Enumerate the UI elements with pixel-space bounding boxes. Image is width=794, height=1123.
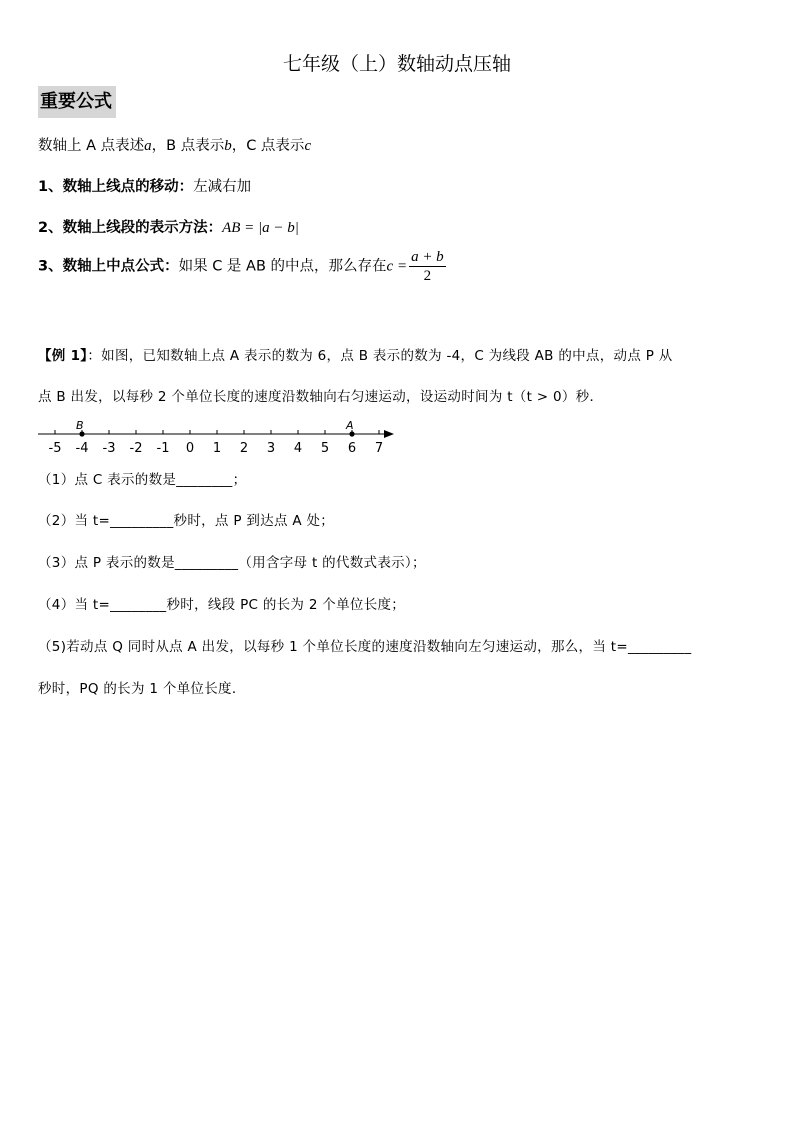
formula-1-label: 1、数轴上线点的移动： — [38, 179, 194, 195]
tick-label: 1 — [212, 441, 222, 456]
question-4: （4）当 t=________秒时，线段 PC 的长为 2 个单位长度； — [38, 597, 406, 613]
formula-2-expr: AB = |a − b| — [222, 220, 299, 236]
question-5-continued: 秒时，PQ 的长为 1 个单位长度． — [38, 681, 246, 697]
intro-text-3: ，C 点表示 — [231, 138, 305, 154]
axis-arrow — [384, 430, 394, 438]
example-line-2: 点 B 出发，以每秒 2 个单位长度的速度沿数轴向右匀速运动，设运动时间为 t（t > 0）秒． — [38, 389, 604, 405]
question-3: （3）点 P 表示的数是_________（用含字母 t 的代数式表示）； — [38, 555, 426, 571]
tick-label: -2 — [129, 441, 143, 456]
page-title: 七年级（上）数轴动点压轴 — [282, 53, 511, 75]
point-b-marker — [79, 431, 84, 436]
fraction-numerator: a + b — [411, 249, 444, 265]
formula-3 — [38, 248, 446, 285]
number-line — [30, 412, 410, 456]
tick-label: 5 — [320, 441, 330, 456]
tick-label: -4 — [75, 441, 89, 456]
formula-1-text: 左减右加 — [193, 179, 252, 195]
formula-2-label: 2、数轴上线段的表示方法： — [38, 220, 223, 236]
tick-label: -3 — [102, 441, 116, 456]
midpoint-fraction — [409, 248, 446, 285]
intro-line — [38, 134, 311, 155]
tick-label: -1 — [156, 441, 170, 456]
formula-3-label: 3、数轴上中点公式： — [38, 258, 179, 275]
var-a: a — [144, 138, 152, 154]
tick-label: 3 — [266, 441, 276, 456]
point-a-label: A — [346, 419, 354, 432]
formula-2 — [38, 216, 299, 237]
tick-label: 7 — [374, 441, 384, 456]
var-b: b — [224, 138, 232, 154]
point-b-label: B — [76, 419, 84, 432]
tick-label: 0 — [185, 441, 195, 456]
formula-3-lhs: c = — [386, 258, 408, 275]
intro-text-2: ，B 点表示 — [151, 138, 225, 154]
tick-label: 4 — [293, 441, 303, 456]
example-tag: 【例 1】 — [38, 348, 88, 364]
question-5: （5)若动点 Q 同时从点 A 出发，以每秒 1 个单位长度的速度沿数轴向左匀速运动，那么，当 t=_________ — [38, 639, 692, 655]
example-line-1 — [38, 344, 673, 364]
tick-label: 6 — [347, 441, 357, 456]
question-2: （2）当 t=_________秒时，点 P 到达点 A 处； — [38, 513, 335, 529]
var-c: c — [304, 138, 312, 154]
question-1: （1）点 C 表示的数是________； — [38, 472, 247, 488]
formula-1 — [38, 175, 251, 196]
intro-text-1: 数轴上 A 点表述 — [38, 138, 145, 154]
fraction-denominator: 2 — [423, 268, 432, 284]
example-text-1: ：如图，已知数轴上点 A 表示的数为 6，点 B 表示的数为 -4，C 为线段 AB 的中点，动点 P 从 — [87, 348, 673, 364]
formula-3-text: 如果 C 是 AB 的中点，那么存在 — [178, 258, 387, 275]
tick-label: -5 — [48, 441, 62, 456]
tick-label: 2 — [239, 441, 249, 456]
section-heading: 重要公式 — [38, 86, 116, 118]
point-a-marker — [349, 431, 354, 436]
